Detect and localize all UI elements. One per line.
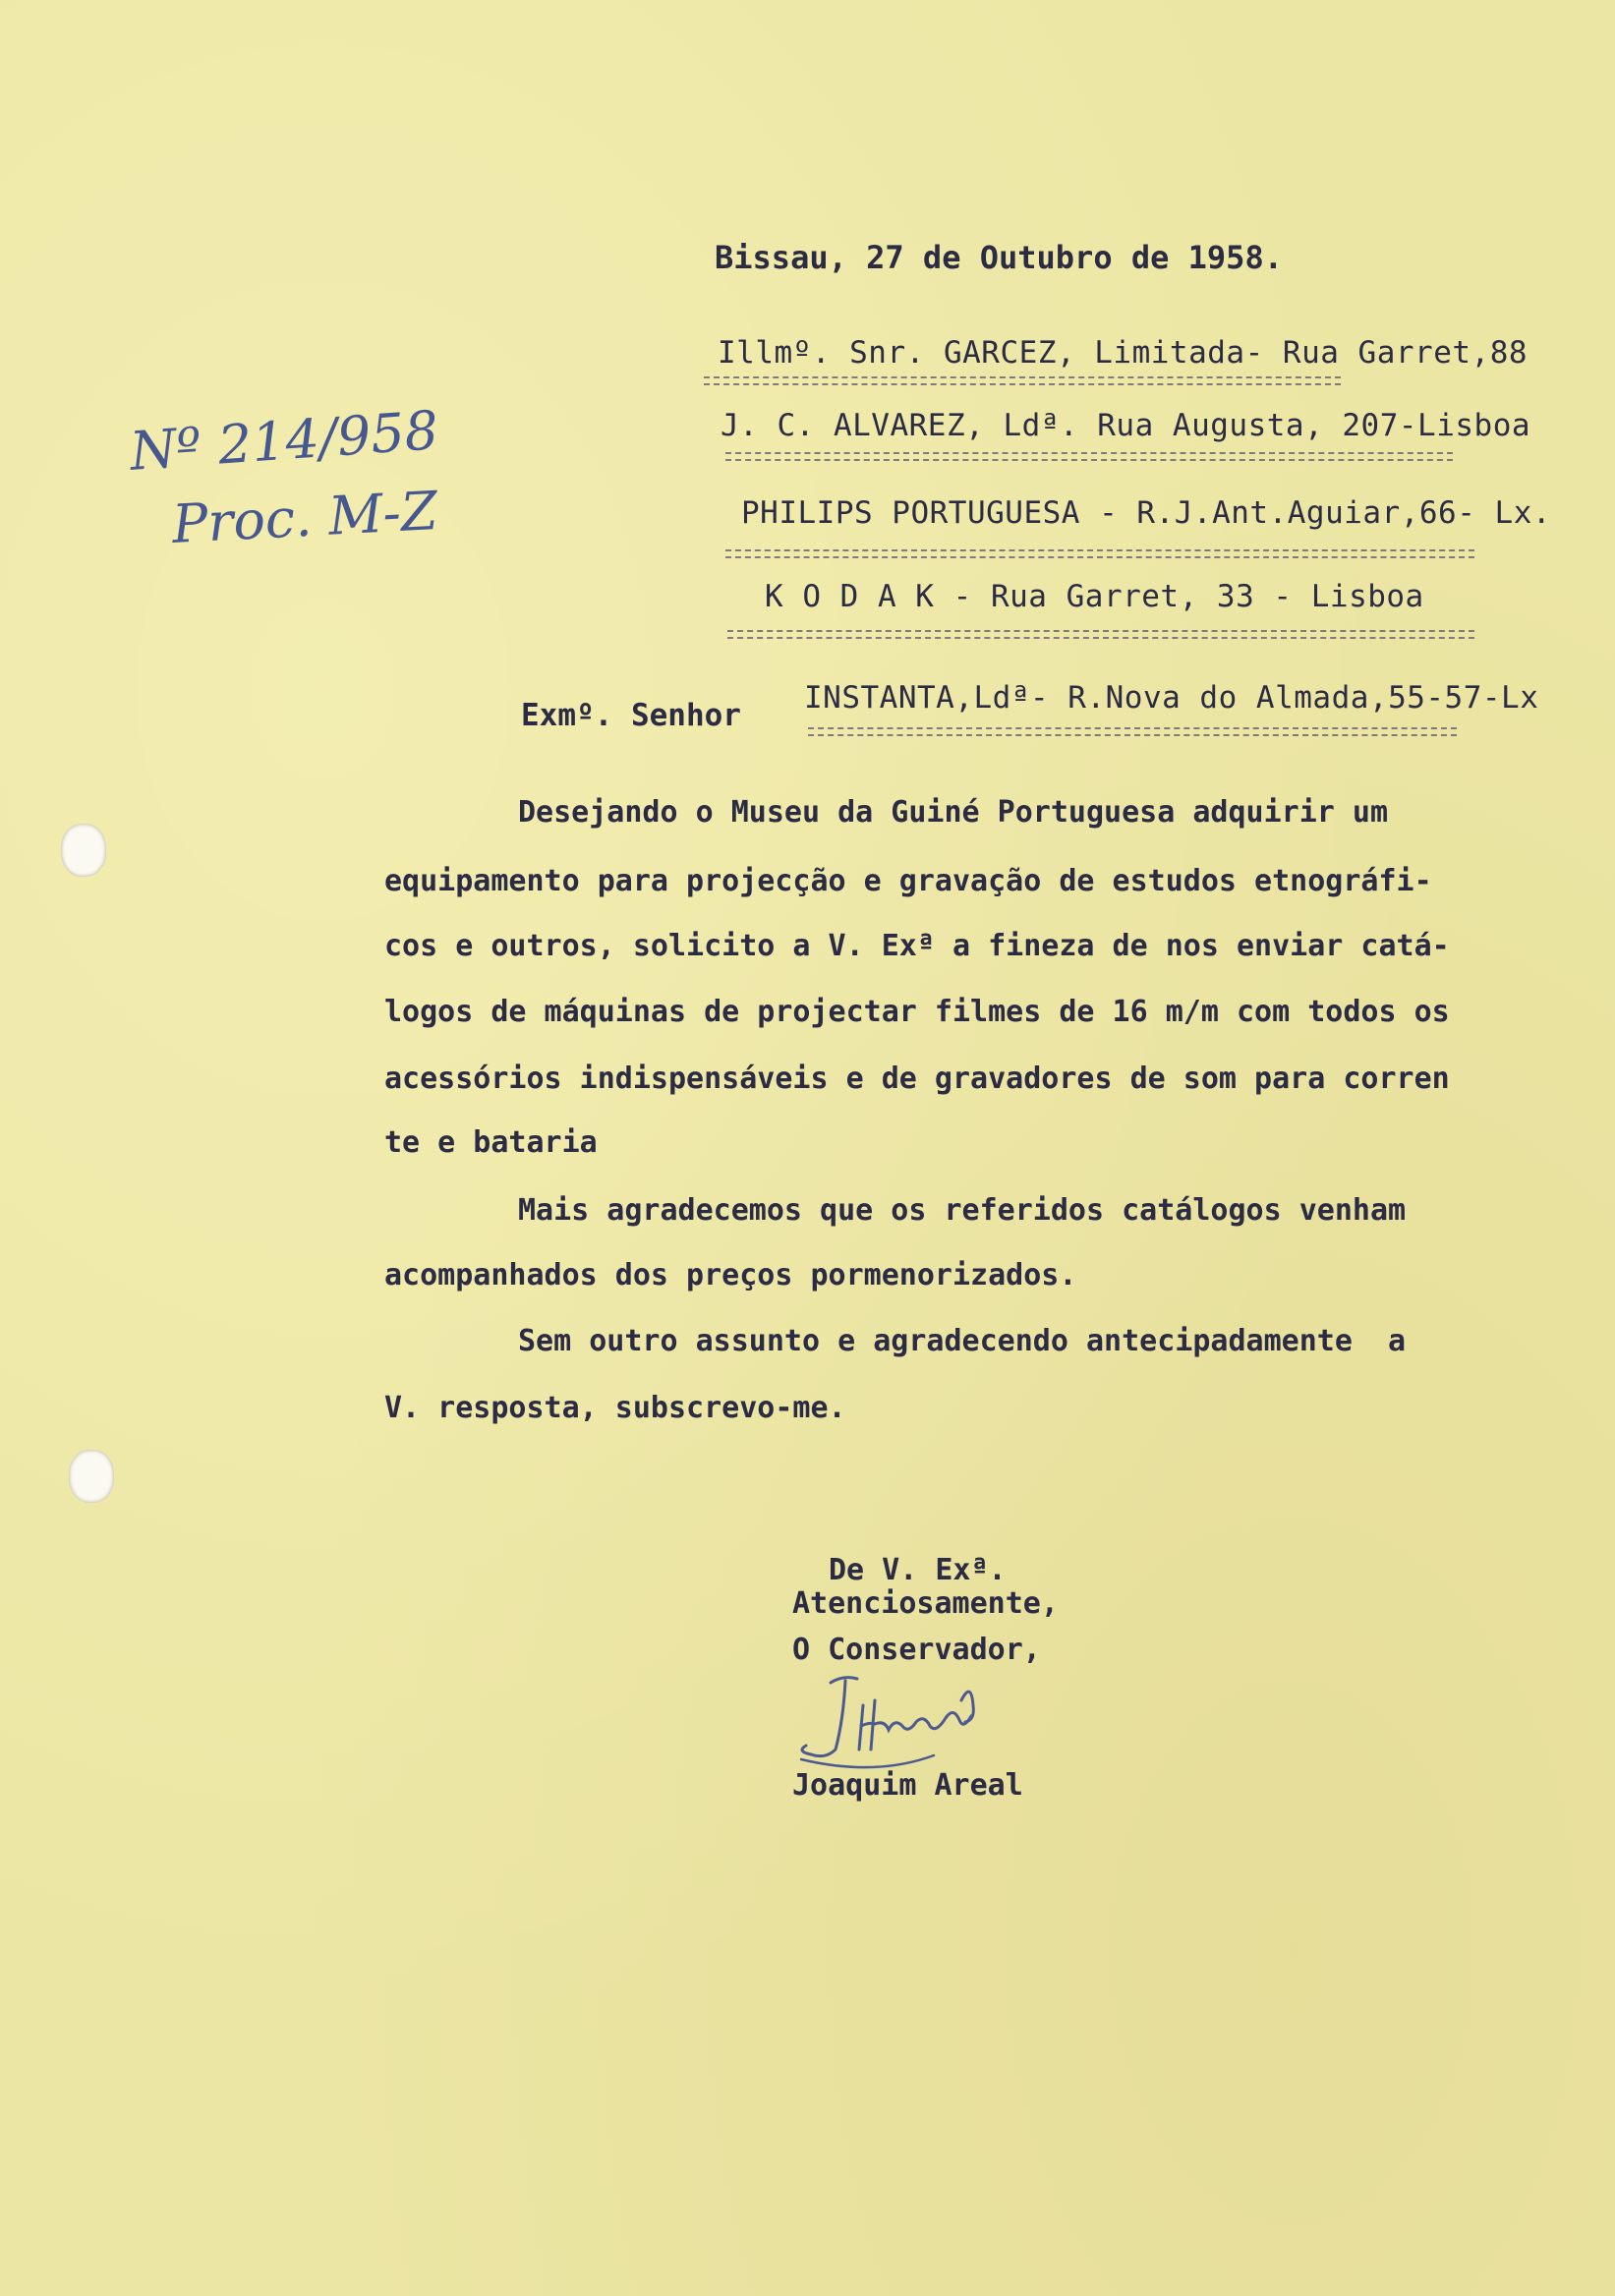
recipient-4: K O D A K - Rua Garret, 33 - Lisboa: [765, 579, 1424, 614]
rule-4: [727, 630, 1474, 639]
handwritten-signature: [786, 1661, 1042, 1779]
recipient-1: Illmº. Snr. GARCEZ, Limitada- Rua Garret,88: [718, 335, 1528, 371]
body-line: Sem outro assunto e agradecendo antecipadamente a: [518, 1324, 1407, 1358]
body-line: acompanhados dos preços pormenorizados.: [384, 1258, 1077, 1292]
body-line: logos de máquinas de projectar filmes de 16 m/m com todos os: [384, 995, 1450, 1029]
handwritten-process-code: Proc. M-Z: [170, 479, 439, 556]
body-line: Desejando o Museu da Guiné Portuguesa adquirir um: [518, 795, 1389, 830]
rule-3: [725, 549, 1474, 558]
recipient-2: J. C. ALVAREZ, Ldª. Rua Augusta, 207-Lisboa: [721, 408, 1531, 443]
body-line: cos e outros, solicito a V. Exª a fineza de nos enviar catá-: [384, 929, 1450, 963]
recipient-3: PHILIPS PORTUGUESA - R.J.Ant.Aguiar,66- Lx.: [741, 495, 1552, 531]
rule-2: [725, 452, 1453, 461]
handwritten-reference-number: Nº 214/958: [128, 399, 440, 483]
closing-line-1: De V. Exª.: [829, 1553, 1007, 1587]
recipient-5: INSTANTA,Ldª- R.Nova do Almada,55-57-Lx: [804, 680, 1539, 716]
rule-1: [704, 376, 1341, 385]
letter-date: Bissau, 27 de Outubro de 1958.: [715, 239, 1283, 276]
rule-5: [808, 727, 1457, 736]
signatory-name: Joaquim Areal: [792, 1768, 1023, 1803]
body-line: V. resposta, subscrevo-me.: [384, 1391, 846, 1425]
body-line: acessórios indispensáveis e de gravadores de som para corren: [384, 1062, 1450, 1096]
closing-line-3: O Conservador,: [792, 1633, 1041, 1667]
salutation: Exmº. Senhor: [521, 698, 741, 733]
body-line: equipamento para projecção e gravação de estudos etnográfi-: [384, 864, 1432, 898]
body-line: Mais agradecemos que os referidos catálogos venham: [518, 1193, 1407, 1228]
body-line: te e bataria: [384, 1125, 598, 1160]
punch-hole-bottom: [69, 1450, 114, 1503]
closing-line-2: Atenciosamente,: [792, 1586, 1059, 1621]
punch-hole-top: [61, 824, 106, 877]
